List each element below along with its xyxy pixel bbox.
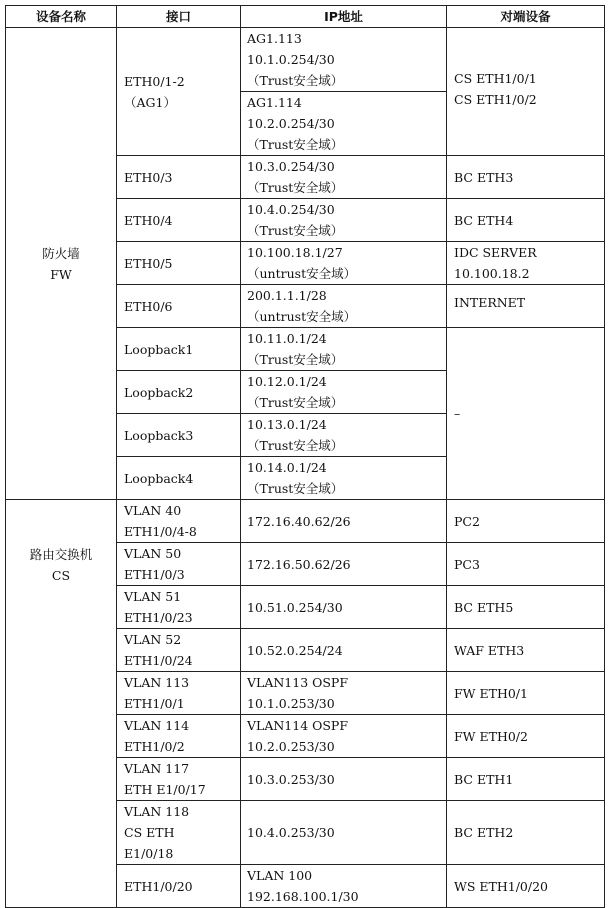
ip-cell: 10.4.0.253/30: [241, 801, 447, 865]
peer-cell: INTERNET: [447, 285, 605, 328]
interface-cell: VLAN 118 CS ETH E1/0/18: [117, 801, 241, 865]
interface-cell: VLAN 50 ETH1/0/3: [117, 543, 241, 586]
interface-cell: ETH0/3: [117, 156, 241, 199]
device-cell-fw: 防火墙 FW: [6, 28, 117, 500]
ip-cell-ag1-113: AG1.113 10.1.0.254/30 （Trust安全域）: [241, 28, 447, 92]
ip-cell: 10.3.0.253/30: [241, 758, 447, 801]
table-row: [6, 500, 605, 543]
interface-cell: Loopback1: [117, 328, 241, 371]
ip-cell: 172.16.50.62/26: [241, 543, 447, 586]
peer-cell: IDC SERVER 10.100.18.2: [447, 242, 605, 285]
table-row: [6, 28, 605, 92]
interface-cell-ag1: ETH0/1-2 （AG1）: [117, 28, 241, 156]
interface-cell: VLAN 51 ETH1/0/23: [117, 586, 241, 629]
ip-cell: 172.16.40.62/26: [241, 500, 447, 543]
interface-cell: VLAN 117 ETH E1/0/17: [117, 758, 241, 801]
interface-cell: ETH1/0/20: [117, 865, 241, 908]
peer-cell: BC ETH5: [447, 586, 605, 629]
interface-cell: Loopback2: [117, 371, 241, 414]
interface-cell: ETH0/6: [117, 285, 241, 328]
ip-cell: VLAN114 OSPF 10.2.0.253/30: [241, 715, 447, 758]
peer-cell: FW ETH0/1: [447, 672, 605, 715]
interface-cell: VLAN 52 ETH1/0/24: [117, 629, 241, 672]
peer-cell: BC ETH3: [447, 156, 605, 199]
peer-cell: BC ETH4: [447, 199, 605, 242]
ip-cell: 200.1.1.1/28 （untrust安全域）: [241, 285, 447, 328]
ip-cell: 10.51.0.254/30: [241, 586, 447, 629]
peer-cell: WS ETH1/0/20: [447, 865, 605, 908]
interface-cell: VLAN 114 ETH1/0/2: [117, 715, 241, 758]
peer-cell: BC ETH1: [447, 758, 605, 801]
peer-cell: WAF ETH3: [447, 629, 605, 672]
ip-cell-ag1-114: AG1.114 10.2.0.254/30 （Trust安全域）: [241, 92, 447, 156]
ip-cell: 10.4.0.254/30 （Trust安全域）: [241, 199, 447, 242]
device-interface-table: [5, 5, 605, 908]
header-device-name: 设备名称: [6, 6, 117, 28]
ip-cell: 10.11.0.1/24 （Trust安全域）: [241, 328, 447, 371]
header-ip-address: IP地址: [241, 6, 447, 28]
peer-cell: PC2: [447, 500, 605, 543]
ip-cell: 10.100.18.1/27 （untrust安全域）: [241, 242, 447, 285]
ip-cell: 10.12.0.1/24 （Trust安全域）: [241, 371, 447, 414]
device-cell-cs: 路由交换机 CS: [6, 500, 117, 908]
interface-cell: Loopback4: [117, 457, 241, 500]
interface-cell: ETH0/5: [117, 242, 241, 285]
interface-cell: VLAN 113 ETH1/0/1: [117, 672, 241, 715]
peer-cell: FW ETH0/2: [447, 715, 605, 758]
ip-cell: 10.52.0.254/24: [241, 629, 447, 672]
header-interface: 接口: [117, 6, 241, 28]
ip-cell: 10.14.0.1/24 （Trust安全域）: [241, 457, 447, 500]
interface-cell: VLAN 40 ETH1/0/4-8: [117, 500, 241, 543]
ip-cell: 10.3.0.254/30 （Trust安全域）: [241, 156, 447, 199]
interface-cell: Loopback3: [117, 414, 241, 457]
header-row: [6, 6, 605, 28]
ip-cell: VLAN 100 192.168.100.1/30: [241, 865, 447, 908]
ip-cell: 10.13.0.1/24 （Trust安全域）: [241, 414, 447, 457]
peer-cell-loopback: –: [447, 328, 605, 500]
peer-cell-ag1: CS ETH1/0/1 CS ETH1/0/2: [447, 28, 605, 156]
interface-cell: ETH0/4: [117, 199, 241, 242]
ip-cell: VLAN113 OSPF 10.1.0.253/30: [241, 672, 447, 715]
peer-cell: BC ETH2: [447, 801, 605, 865]
peer-cell: PC3: [447, 543, 605, 586]
header-peer-device: 对端设备: [447, 6, 605, 28]
